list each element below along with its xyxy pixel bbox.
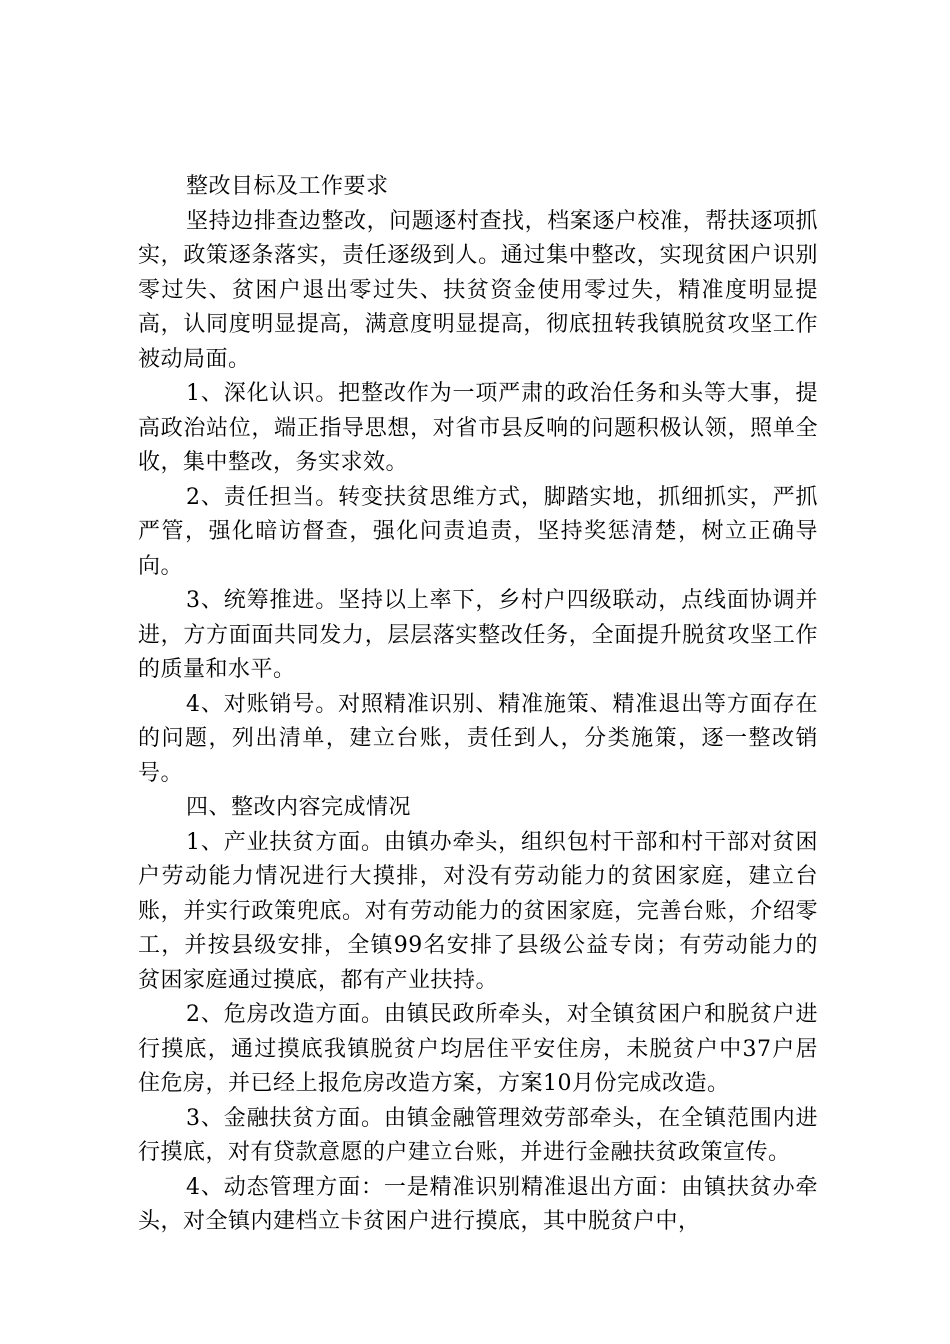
paragraph-industry-poverty-alleviation: 1、产业扶贫方面。由镇办牵头，组织包村干部和村干部对贫困户劳动能力情况进行大摸排，对没有劳动能力的贫困家庭，建立台账，并实行政策兜底。对有劳动能力的贫困家庭，完善台账，介绍零工，并按县级安排，全镇99名安排了县级公益专岗；有劳动能力的贫困家庭通过摸底，都有产业扶持。 xyxy=(138,829,818,993)
paragraph-item-3-coordinated-promotion: 3、统筹推进。坚持以上率下，乡村户四级联动，点线面协调并进，方方面面共同发力，层层落实整改任务，全面提升脱贫攻坚工作的质量和水平。 xyxy=(138,588,818,682)
paragraph-item-4-account-reconciliation: 4、对账销号。对照精准识别、精准施策、精准退出等方面存在的问题，列出清单，建立台账，责任到人，分类施策，逐一整改销号。 xyxy=(138,691,818,786)
document-body xyxy=(138,170,818,1240)
paragraph-item-1-deepen-understanding: 1、深化认识。把整改作为一项严肃的政治任务和头等大事，提高政治站位，端正指导思想，对省市县反响的问题积极认领，照单全收，集中整改，务实求效。 xyxy=(138,381,818,475)
section-heading-completion-status: 四、整改内容完成情况 xyxy=(186,795,412,820)
paragraph-dynamic-management: 4、动态管理方面：一是精准识别精准退出方面：由镇扶贫办牵头，对全镇内建档立卡贫困户进行摸底，其中脱贫户中， xyxy=(138,1174,818,1234)
paragraph-financial-poverty-alleviation: 3、金融扶贫方面。由镇金融管理效劳部牵头，在全镇范围内进行摸底，对有贷款意愿的户建立台账，并进行金融扶贫政策宣传。 xyxy=(138,1105,818,1165)
paragraph-dilapidated-housing: 2、危房改造方面。由镇民政所牵头，对全镇贫困户和脱贫户进行摸底，通过摸底我镇脱贫户均居住平安住房，未脱贫户中37户居住危房，并已经上报危房改造方案，方案10月份完成改造。 xyxy=(138,1002,818,1096)
paragraph-item-2-responsibility: 2、责任担当。转变扶贫思维方式，脚踏实地，抓细抓实，严抓严管，强化暗访督查，强化问责追责，坚持奖惩清楚，树立正确导向。 xyxy=(138,484,818,579)
section-heading-rectification-goals: 整改目标及工作要求 xyxy=(186,174,389,199)
paragraph-rectification-principles: 坚持边排查边整改，问题逐村查找，档案逐户校准，帮扶逐项抓实，政策逐条落实，责任逐级到人。通过集中整改，实现贫困户识别零过失、贫困户退出零过失、扶贫资金使用零过失，精准度明显提高，认同度明显提高，满意度明显提高，彻底扭转我镇脱贫攻坚工作被动局面。 xyxy=(138,208,818,372)
